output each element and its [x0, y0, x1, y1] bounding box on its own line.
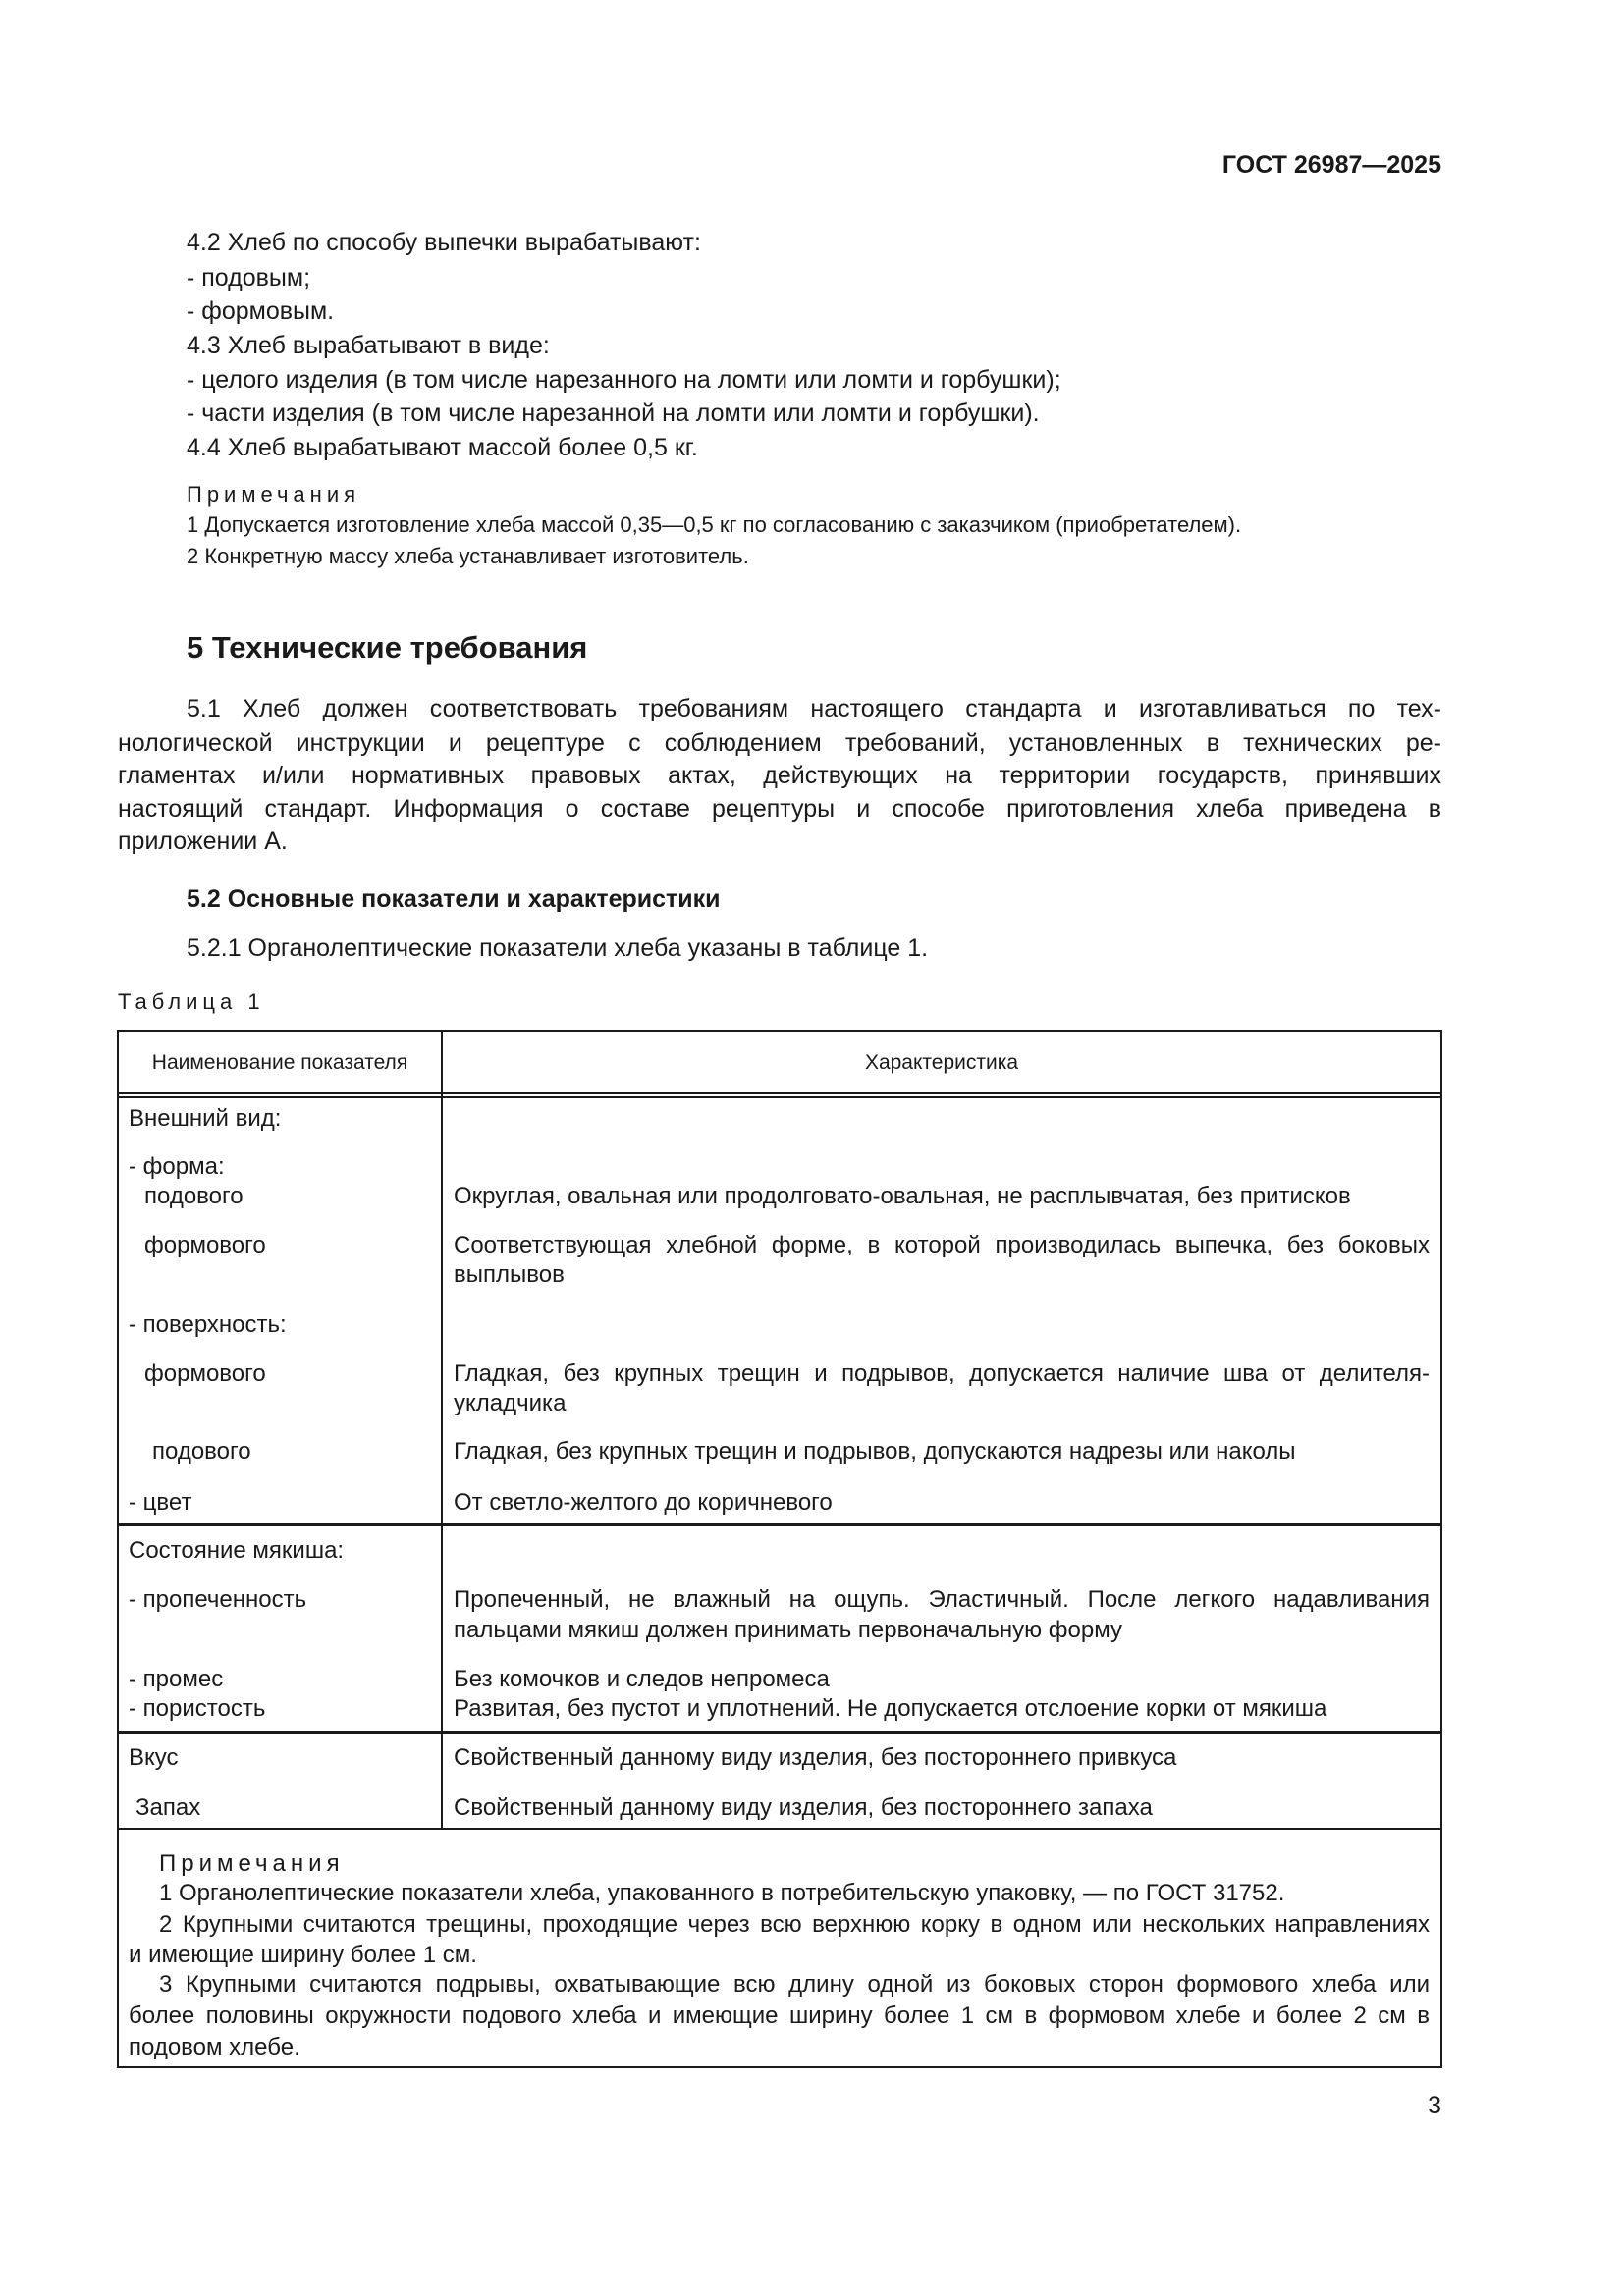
text-line: 4.3 Хлеб вырабатывают в виде:	[187, 332, 550, 359]
paragraph-line: нологической инструкции и рецептуре с соблюдением требований, установленных в технических ре-	[118, 729, 1441, 757]
paragraph-line: 5.1 Хлеб должен соответствовать требованиям настоящего стандарта и изготавливаться по тех-	[187, 695, 1441, 722]
table-note: 2 Крупными считаются трещины, проходящие через всю верхнюю корку в одном или нескольких направлениях	[159, 1911, 1430, 1938]
subsection-heading: 5.2 Основные показатели и характеристики	[187, 885, 721, 913]
indicator-name: Внешний вид:	[129, 1105, 282, 1132]
characteristic: Пропеченный, не влажный на ощупь. Эластичный. После легкого надавливания	[454, 1586, 1430, 1613]
note: 1 Допускается изготовление хлеба массой 0,35—0,5 кг по согласованию с заказчиком (приобретателем).	[187, 512, 1242, 537]
text-line: - целого изделия (в том числе нарезанного на ломти или ломти и горбушки);	[187, 366, 1061, 394]
indicator-name: Состояние мякиша:	[129, 1537, 345, 1564]
indicator-name: формового	[144, 1361, 266, 1387]
indicator-name: Запах	[135, 1794, 201, 1821]
column-divider	[441, 1030, 443, 1829]
table-caption: Таблица 1	[118, 989, 265, 1014]
table-border-left	[117, 1030, 119, 2068]
text-line: - формовым.	[187, 297, 335, 325]
text-line: 5.2.1 Органолептические показатели хлеба указаны в таблице 1.	[187, 934, 929, 962]
paragraph-line: приложении А.	[118, 828, 288, 855]
section-heading: 5 Технические требования	[187, 630, 588, 665]
document-number: ГОСТ 26987—2025	[1221, 151, 1441, 179]
paragraph-line: гламентах и/или нормативных правовых актах, действующих на территории государств, принявших	[118, 762, 1441, 789]
characteristic: Гладкая, без крупных трещин и подрывов, допускаются надрезы или наколы	[454, 1438, 1296, 1465]
table-note: 3 Крупными считаются подрывы, охватывающие всю длину одной из боковых сторон формового хлеба или	[159, 1971, 1430, 1998]
text-line: 4.4 Хлеб вырабатывают массой более 0,5 кг.	[187, 434, 698, 461]
table-notes-title: Примечания	[159, 1850, 345, 1877]
table-border-top	[118, 1030, 1441, 1032]
table-border-right	[1440, 1030, 1442, 2068]
indicator-name: формового	[144, 1232, 266, 1258]
table-note: более половины окружности подового хлеба и имеющие ширину более 1 см в формовом хлебе и более 2 см в	[129, 2002, 1430, 2029]
characteristic: Без комочков и следов непромеса	[454, 1666, 830, 1692]
row-separator	[118, 1731, 1441, 1734]
indicator-name: - поверхность:	[129, 1311, 287, 1338]
table-note: подовом хлебе.	[129, 2034, 300, 2060]
indicator-name: - пористость	[129, 1695, 266, 1722]
indicator-name: - пропеченность	[129, 1586, 307, 1613]
characteristic: Развитая, без пустот и уплотнений. Не допускается отслоение корки от мякиша	[454, 1695, 1327, 1722]
header-rule	[118, 1092, 1441, 1094]
table-note: 1 Органолептические показатели хлеба, упакованного в потребительскую упаковку, — по ГОСТ 31752.	[159, 1880, 1285, 1906]
text-line: 4.2 Хлеб по способу выпечки вырабатывают:	[187, 229, 701, 256]
characteristic: Гладкая, без крупных трещин и подрывов, допускается наличие шва от делителя-	[454, 1361, 1430, 1387]
indicator-name: Вкус	[129, 1744, 179, 1771]
row-separator	[118, 1523, 1441, 1526]
characteristic: Округлая, овальная или продолговато-овальная, не расплывчатая, без притисков	[454, 1183, 1351, 1209]
column-header: Характеристика	[864, 1051, 1019, 1074]
row-separator	[118, 1828, 1441, 1830]
characteristic: выплывов	[454, 1261, 565, 1288]
indicator-name: - цвет	[129, 1489, 192, 1516]
characteristic: пальцами мякиш должен принимать первоначальную форму	[454, 1617, 1122, 1643]
indicator-name: - промес	[129, 1666, 224, 1692]
paragraph-line: настоящий стандарт. Информация о составе рецептуры и способе приготовления хлеба приведена в	[118, 795, 1441, 823]
indicator-name: подового	[152, 1438, 251, 1465]
indicator-name: - форма:	[129, 1153, 225, 1180]
characteristic: Свойственный данному виду изделия, без постороннего запаха	[454, 1794, 1153, 1821]
characteristic: От светло-желтого до коричневого	[454, 1489, 833, 1516]
text-line: - подовым;	[187, 264, 311, 292]
text-line: - части изделия (в том числе нарезанной на ломти или ломти и горбушки).	[187, 400, 1040, 427]
page-number: 3	[1428, 2092, 1441, 2119]
note: 2 Конкретную массу хлеба устанавливает изготовитель.	[187, 544, 749, 568]
characteristic: укладчика	[454, 1390, 567, 1416]
table-border-bottom	[118, 2066, 1441, 2068]
indicator-name: подового	[144, 1183, 244, 1209]
table-note: и имеющие ширину более 1 см.	[129, 1942, 477, 1968]
notes-title: Примечания	[187, 482, 361, 507]
column-header: Наименование показателя	[151, 1051, 408, 1074]
header-rule	[118, 1096, 1441, 1098]
characteristic: Свойственный данному виду изделия, без постороннего привкуса	[454, 1744, 1177, 1771]
characteristic: Соответствующая хлебной форме, в которой производилась выпечка, без боковых	[454, 1232, 1430, 1258]
